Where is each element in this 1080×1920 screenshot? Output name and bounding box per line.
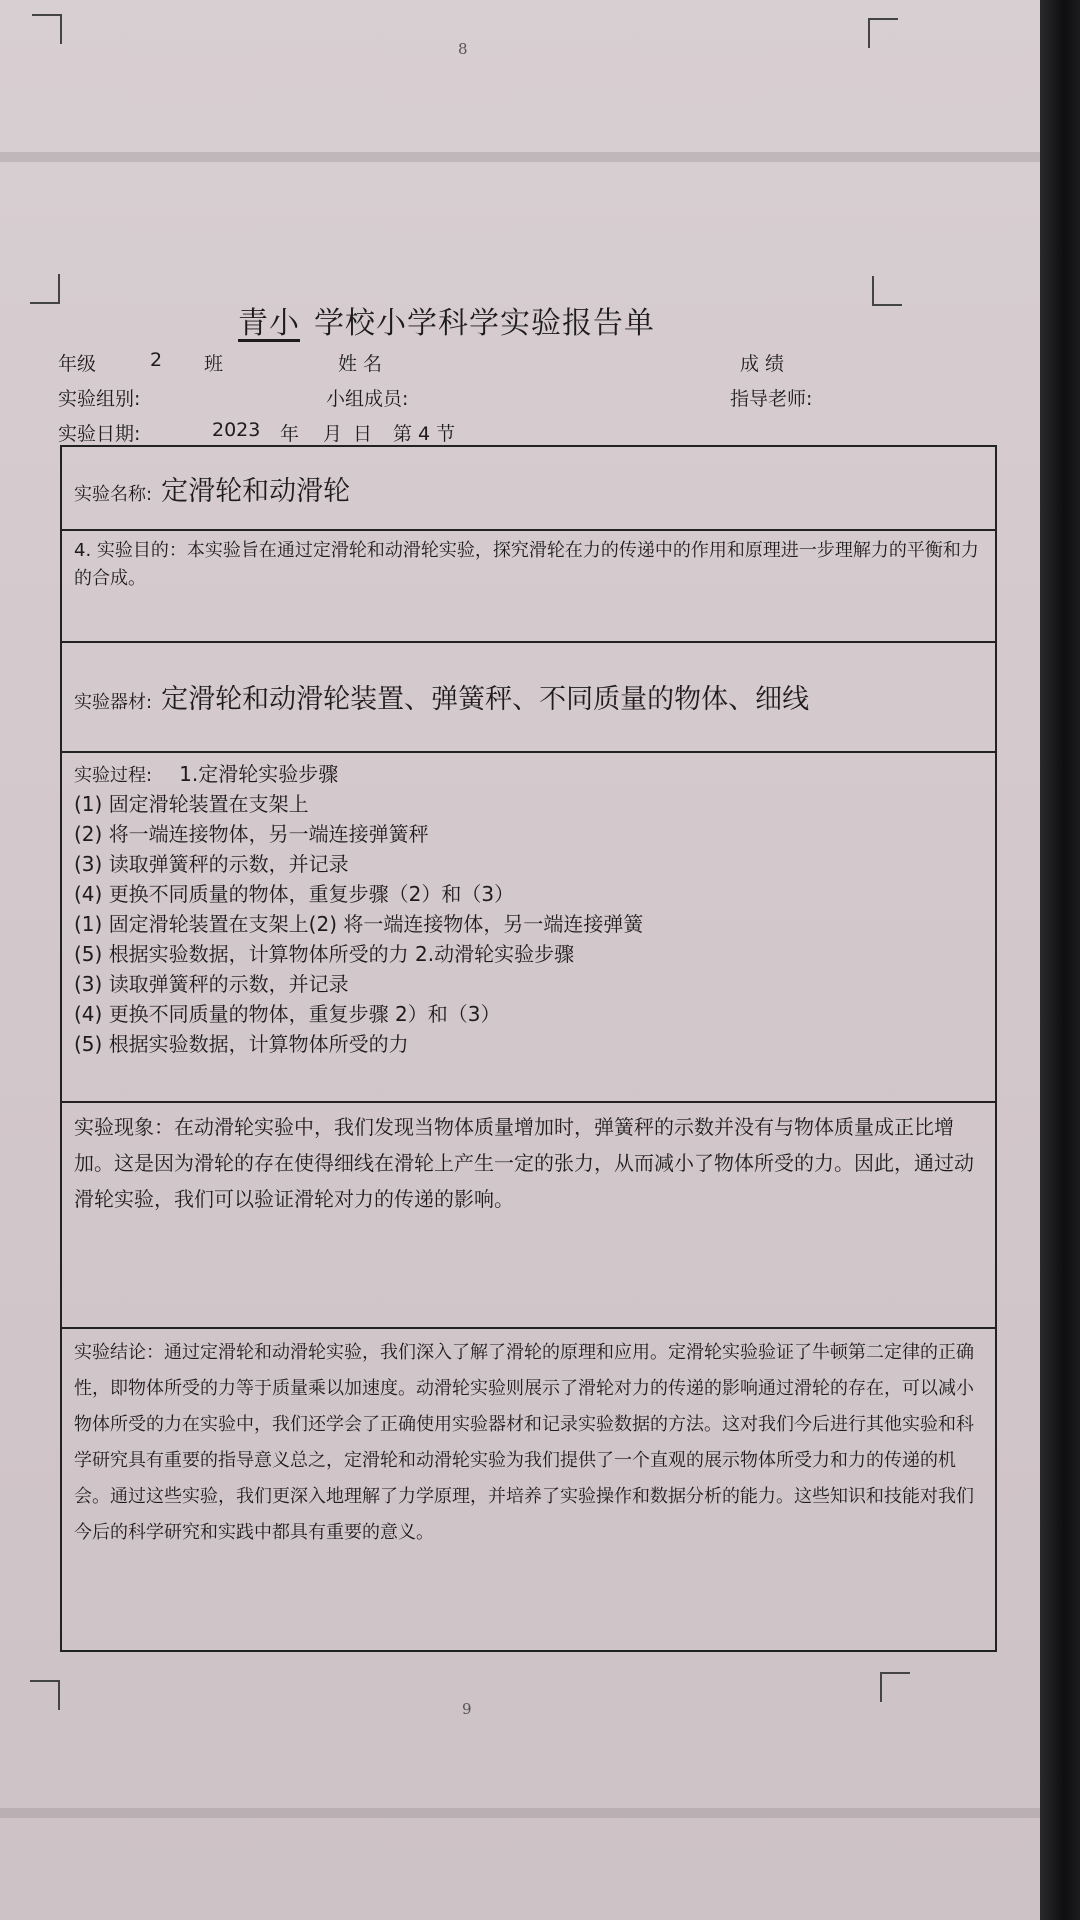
crop-mark [872, 276, 902, 306]
process-step: (4) 更换不同质量的物体，重复步骤 2）和（3） [74, 1002, 501, 1026]
class-label: 班 [204, 353, 224, 375]
members-label: 小组成员: [326, 388, 409, 410]
process-step: (3) 读取弹簧秤的示数，并记录 [74, 972, 349, 996]
experiment-name-value: 定滑轮和动滑轮 [161, 476, 351, 507]
date-period: 第 4 节 [393, 423, 456, 445]
crop-mark [32, 14, 62, 44]
score-label: 成 绩 [740, 353, 785, 375]
crop-mark [30, 1680, 60, 1710]
page-break-band [0, 152, 1040, 162]
observation-text: 实验现象：在动滑轮实验中，我们发现当物体质量增加时，弹簧秤的示数并没有与物体质量成正比增加。这是因为滑轮的存在使得细线在滑轮上产生一定的张力，从而减小了物体所受的力。因此，通过动滑轮实验，我们可以验证滑轮对力的传递的影响。 [74, 1115, 974, 1211]
date-year-unit: 年 [280, 423, 300, 445]
conclusion-text: 实验结论：通过定滑轮和动滑轮实验，我们深入了解了滑轮的原理和应用。定滑轮实验验证了牛顿第二定律的正确性，即物体所受的力等于质量乘以加速度。动滑轮实验则展示了滑轮对力的传递的影响通过滑轮的存在，可以减小物体所受的力在实验中，我们还学会了正确使用实验器材和记录实验数据的方法。这对我们今后进行其他实验和科学研究具有重要的指导意义总之，定滑轮和动滑轮实验为我们提供了一个直观的展示物体所受力和力的传递的机会。通过这些实验，我们更深入地理解了力学原理，并培养了实验操作和数据分析的能力。这些知识和技能对我们今后的科学研究和实践中都具有重要的意义。 [74, 1342, 974, 1543]
report-title [230, 298, 790, 342]
date-year: 2023 [212, 419, 261, 441]
section-experiment-name [62, 447, 995, 531]
process-heading: 1.定滑轮实验步骤 [179, 762, 339, 786]
equipment-label: 实验器材: [74, 692, 153, 713]
group-label: 实验组别: [58, 388, 141, 410]
section-conclusion [62, 1329, 995, 1650]
report-table [60, 445, 997, 1652]
process-step: (1) 固定滑轮装置在支架上(2) 将一端连接物体，另一端连接弹簧 [74, 912, 644, 936]
process-label: 实验过程: [74, 765, 153, 786]
process-step: (2) 将一端连接物体，另一端连接弹簧秤 [74, 822, 429, 846]
process-step: (5) 根据实验数据，计算物体所受的力 2.动滑轮实验步骤 [74, 942, 575, 966]
page-break-band [0, 1808, 1040, 1818]
crop-mark [868, 18, 898, 48]
crop-mark [30, 274, 60, 304]
grade-value: 2 [150, 349, 163, 371]
device-bezel [1040, 0, 1080, 1920]
section-process [62, 753, 995, 1103]
date-day-unit: 日 [353, 423, 373, 445]
equipment-value: 定滑轮和动滑轮装置、弹簧秤、不同质量的物体、细线 [161, 684, 810, 715]
crop-mark [880, 1672, 910, 1702]
grade-label: 年级 [58, 353, 97, 375]
process-step: (3) 读取弹簧秤的示数，并记录 [74, 852, 349, 876]
name-label: 姓 名 [338, 353, 383, 375]
process-step: (1) 固定滑轮装置在支架上 [74, 792, 309, 816]
process-step: (4) 更换不同质量的物体，重复步骤（2）和（3） [74, 882, 515, 906]
experiment-name-label: 实验名称: [74, 484, 153, 505]
date-label: 实验日期: [58, 423, 141, 445]
page-number-top: 8 [458, 40, 468, 58]
report-title-text: 学校小学科学实验报告单 [314, 306, 655, 341]
section-equipment [62, 643, 995, 753]
page-number-bottom: 9 [462, 1700, 472, 1718]
date-month-unit: 月 [323, 423, 343, 445]
teacher-label: 指导老师: [730, 388, 813, 410]
section-purpose [62, 531, 995, 643]
school-name: 青小 [238, 306, 300, 341]
section-observation [62, 1103, 995, 1329]
purpose-text: 4. 实验目的：本实验旨在通过定滑轮和动滑轮实验，探究滑轮在力的传递中的作用和原理进一步理解力的平衡和力的合成。 [74, 540, 979, 589]
process-step: (5) 根据实验数据，计算物体所受的力 [74, 1032, 409, 1056]
